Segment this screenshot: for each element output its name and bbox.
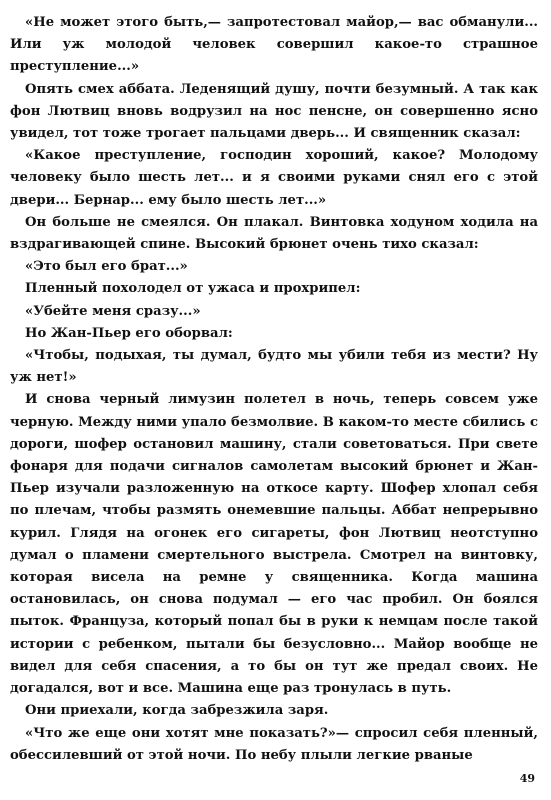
- paragraph: Опять смех аббата. Леденящий душу, почти безумный. А так как фон Лютвиц вновь водрузил на нос пенсне, он совершенно ясно увидел, тот тоже трогает пальцами дверь... И священник сказал:: [10, 81, 538, 142]
- paragraph: Пленный похолодел от ужаса и прохрипел:: [25, 281, 361, 297]
- body-text: [10, 12, 538, 767]
- page-number: 49: [519, 772, 535, 785]
- paragraph: Они приехали, когда забрезжила заря.: [25, 703, 329, 719]
- paragraph: «Чтобы, подыхая, ты думал, будто мы убили тебя из мести? Ну уж нет!»: [10, 348, 538, 386]
- paragraph: «Убейте меня сразу...»: [25, 303, 201, 319]
- paragraph: И снова черный лимузин полетел в ночь, теперь совсем уже черную. Между ними упало безмолвие. В каком-то месте сбились с дороги, шофер остановил машину, стали советоваться. При свете фонаря для подачи сигналов самолетам высокий брюнет и Жан-Пьер изучали разложенную на откосе карту. Шофер хлопал себя по плечам, чтобы размять онемевшие пальцы. Аббат непрерывно курил. Глядя на огонек его сигареты, фон Лютвиц неотступно думал о пламени смертельного выстрела. Смотрел на винтовку, которая висела на ремне у священника. Когда машина остановилась, он снова подумал — его час пробил. Он боялся пыток. Француза, который попал бы в руки к немцам после такой истории с ребенком, пытали бы безусловно... Майор вообще не видел для себя спасения, а то бы он тут же предал своих. Не догадался, вот и все. Машина еще раз тронулась в путь.: [10, 392, 538, 697]
- paragraph: «Какое преступление, господин хороший, какое? Молодому человеку было шесть лет... и я своими руками снял его с этой двери... Бернар... ему было шесть лет...»: [10, 148, 538, 208]
- paragraph: «Не может этого быть,— запротестовал майор,— вас обманули... Или уж молодой человек совершил какое-то страшное преступление...»: [10, 15, 538, 75]
- paragraph: Но Жан-Пьер его оборвал:: [25, 325, 233, 341]
- paragraph: «Что же еще они хотят мне показать?»— спросил себя пленный, обессилевший от этой ночи. По небу плыли легкие рваные: [10, 725, 538, 763]
- paragraph: «Это был его брат...»: [25, 259, 188, 275]
- paragraph: Он больше не смеялся. Он плакал. Винтовка ходуном ходила на вздрагивающей спине. Высокий брюнет очень тихо сказал:: [10, 214, 538, 253]
